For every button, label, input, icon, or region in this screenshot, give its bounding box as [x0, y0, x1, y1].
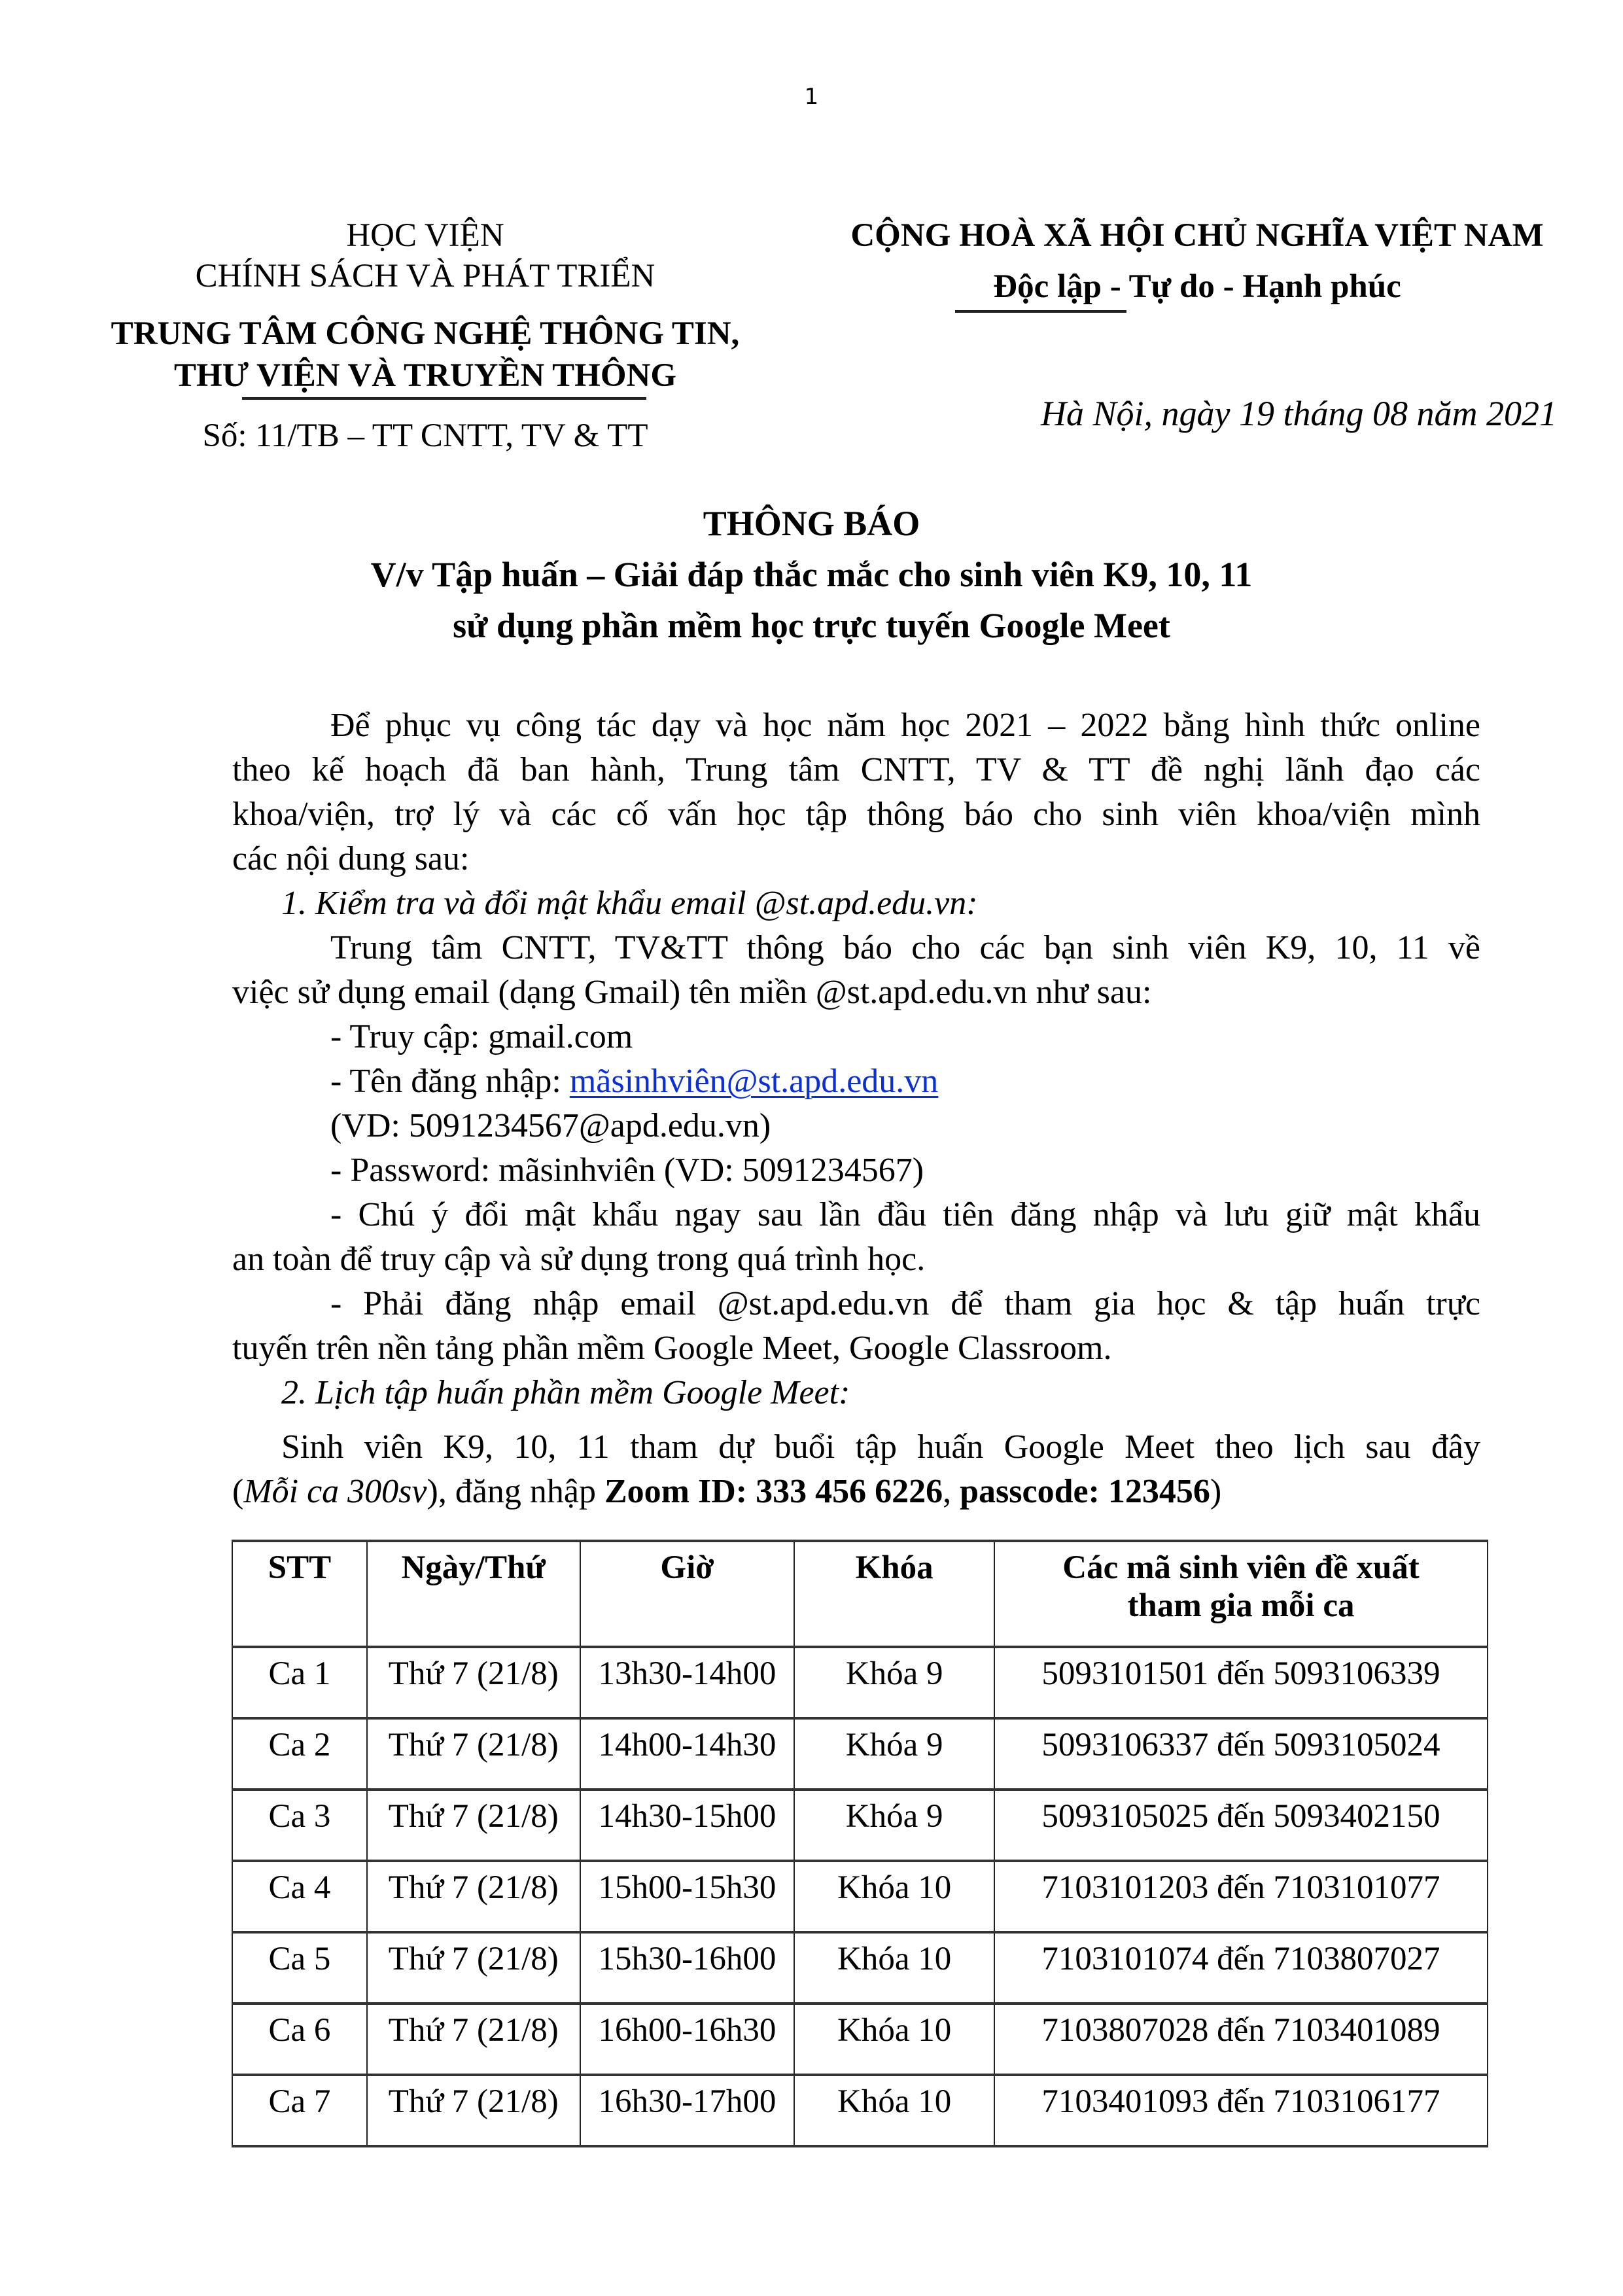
document-number: Số: 11/TB – TT CNTT, TV & TT — [202, 417, 648, 454]
login-email-link[interactable]: mãsinhviên@st.apd.edu.vn — [569, 1063, 939, 1100]
passcode: passcode: 123456 — [960, 1473, 1210, 1510]
cell-date: Thứ 7 (21/8) — [367, 1718, 580, 1790]
document-date: Hà Nội, ngày 19 tháng 08 năm 2021 — [1041, 394, 1557, 433]
cell-cohort: Khóa 10 — [794, 1932, 994, 2004]
header-stt: STT — [232, 1541, 367, 1647]
cell-student-id-range: 7103101074 đến 7103807027 — [994, 1932, 1488, 2004]
comma: , — [943, 1473, 960, 1510]
cell-date: Thứ 7 (21/8) — [367, 2004, 580, 2075]
notice-subject-line2: sử dụng phần mềm học trực tuyến Google Meet — [453, 606, 1170, 645]
national-motto: Độc lập - Tự do - Hạnh phúc — [993, 268, 1401, 305]
header-date: Ngày/Thứ — [367, 1541, 580, 1647]
login-example: (VD: 5091234567@apd.edu.vn) — [330, 1107, 771, 1144]
intro-line-3: khoa/viện, trợ lý và các cố vấn học tập thông báo cho sinh viên khoa/viện mình — [232, 796, 1480, 833]
institution-name: HỌC VIỆN — [346, 217, 504, 254]
login-instruction — [330, 1059, 938, 1104]
session-capacity: Mỗi ca 300sv — [243, 1473, 427, 1510]
cell-session: Ca 4 — [232, 1861, 367, 1932]
note1-line1: - Chú ý đổi mật khẩu ngay sau lần đầu tiên đăng nhập và lưu giữ mật khẩu — [330, 1196, 1480, 1233]
left-header-underline — [242, 397, 646, 400]
intro-line-4: các nội dung sau: — [232, 840, 470, 877]
intro-line-1: Để phục vụ công tác dạy và học năm học 2021 – 2022 bằng hình thức online — [330, 707, 1480, 744]
note1-line2: an toàn để truy cập và sử dụng trong quá trình học. — [232, 1241, 926, 1278]
cell-time: 15h00-15h30 — [580, 1861, 795, 1932]
section1-heading: 1. Kiểm tra và đổi mật khẩu email @st.apd.edu.vn: — [281, 885, 978, 922]
password-instruction: - Password: mãsinhviên (VD: 5091234567) — [330, 1152, 924, 1189]
paren-close: ) — [1210, 1473, 1222, 1510]
access-instruction: - Truy cập: gmail.com — [330, 1018, 633, 1055]
notice-title: THÔNG BÁO — [703, 504, 920, 543]
schedule-table — [232, 1540, 1488, 2147]
section2-para-line2 — [232, 1470, 1221, 1514]
institution-name-line2: CHÍNH SÁCH VÀ PHÁT TRIỂN — [195, 258, 655, 294]
paren-open: ( — [232, 1473, 244, 1510]
login-text: ), đăng nhập — [427, 1473, 604, 1510]
cell-session: Ca 7 — [232, 2075, 367, 2146]
cell-cohort: Khóa 10 — [794, 1861, 994, 1932]
login-label: - Tên đăng nhập: — [330, 1063, 570, 1100]
cell-session: Ca 5 — [232, 1932, 367, 2004]
note2-line2: tuyến trên nền tảng phần mềm Google Meet, Google Classroom. — [232, 1330, 1112, 1367]
cell-student-id-range: 5093106337 đến 5093105024 — [994, 1718, 1488, 1790]
cell-date: Thứ 7 (21/8) — [367, 1861, 580, 1932]
cell-time: 15h30-16h00 — [580, 1932, 795, 2004]
cell-cohort: Khóa 9 — [794, 1718, 994, 1790]
cell-time: 14h00-14h30 — [580, 1718, 795, 1790]
table-header-row — [232, 1541, 1488, 1647]
cell-student-id-range: 7103101203 đến 7103101077 — [994, 1861, 1488, 1932]
table-row — [232, 1647, 1488, 1718]
table-row — [232, 2075, 1488, 2146]
cell-session: Ca 2 — [232, 1718, 367, 1790]
cell-time: 13h30-14h00 — [580, 1647, 795, 1718]
cell-time: 16h00-16h30 — [580, 2004, 795, 2075]
cell-student-id-range: 7103401093 đến 7103106177 — [994, 2075, 1488, 2146]
zoom-id: Zoom ID: 333 456 6226 — [604, 1473, 943, 1510]
cell-student-id-range: 5093101501 đến 5093106339 — [994, 1647, 1488, 1718]
intro-line-2: theo kế hoạch đã ban hành, Trung tâm CNTT, TV & TT đề nghị lãnh đạo các — [232, 751, 1480, 788]
section2-para-line1: Sinh viên K9, 10, 11 tham dự buổi tập huấn Google Meet theo lịch sau đây — [281, 1428, 1480, 1466]
section1-para-line2: việc sử dụng email (dạng Gmail) tên miền @st.apd.edu.vn như sau: — [232, 974, 1152, 1011]
note2-line1: - Phải đăng nhập email @st.apd.edu.vn để tham gia học & tập huấn trực — [330, 1285, 1480, 1322]
table-row — [232, 1790, 1488, 1861]
header-time: Giờ — [580, 1541, 795, 1647]
department-name: TRUNG TÂM CÔNG NGHỆ THÔNG TIN, — [111, 315, 740, 352]
cell-cohort: Khóa 10 — [794, 2004, 994, 2075]
table-row — [232, 2004, 1488, 2075]
cell-date: Thứ 7 (21/8) — [367, 1790, 580, 1861]
table-row — [232, 1932, 1488, 2004]
cell-session: Ca 3 — [232, 1790, 367, 1861]
section1-para-line1: Trung tâm CNTT, TV&TT thông báo cho các bạn sinh viên K9, 10, 11 về — [330, 929, 1480, 966]
cell-session: Ca 1 — [232, 1647, 367, 1718]
cell-student-id-range: 5093105025 đến 5093402150 — [994, 1790, 1488, 1861]
cell-cohort: Khóa 9 — [794, 1790, 994, 1861]
cell-date: Thứ 7 (21/8) — [367, 2075, 580, 2146]
table-row — [232, 1718, 1488, 1790]
section2-heading: 2. Lịch tập huấn phần mềm Google Meet: — [281, 1374, 850, 1411]
cell-session: Ca 6 — [232, 2004, 367, 2075]
national-title: CỘNG HOÀ XÃ HỘI CHỦ NGHĨA VIỆT NAM — [850, 217, 1544, 254]
header-student-ids-line1: Các mã sinh viên đề xuất — [1062, 1549, 1420, 1586]
header-student-ids-line2: tham gia mỗi ca — [1127, 1587, 1355, 1624]
cell-time: 16h30-17h00 — [580, 2075, 795, 2146]
cell-student-id-range: 7103807028 đến 7103401089 — [994, 2004, 1488, 2075]
cell-date: Thứ 7 (21/8) — [367, 1932, 580, 2004]
header-student-ids — [994, 1541, 1488, 1647]
cell-cohort: Khóa 9 — [794, 1647, 994, 1718]
header-cohort: Khóa — [794, 1541, 994, 1647]
motto-underline — [955, 310, 1126, 313]
notice-subject-line1: V/v Tập huấn – Giải đáp thắc mắc cho sinh viên K9, 10, 11 — [370, 555, 1253, 594]
cell-time: 14h30-15h00 — [580, 1790, 795, 1861]
cell-cohort: Khóa 10 — [794, 2075, 994, 2146]
cell-date: Thứ 7 (21/8) — [367, 1647, 580, 1718]
department-name-line2: THƯ VIỆN VÀ TRUYỀN THÔNG — [174, 357, 676, 394]
page-number: 1 — [804, 84, 819, 110]
table-row — [232, 1861, 1488, 1932]
